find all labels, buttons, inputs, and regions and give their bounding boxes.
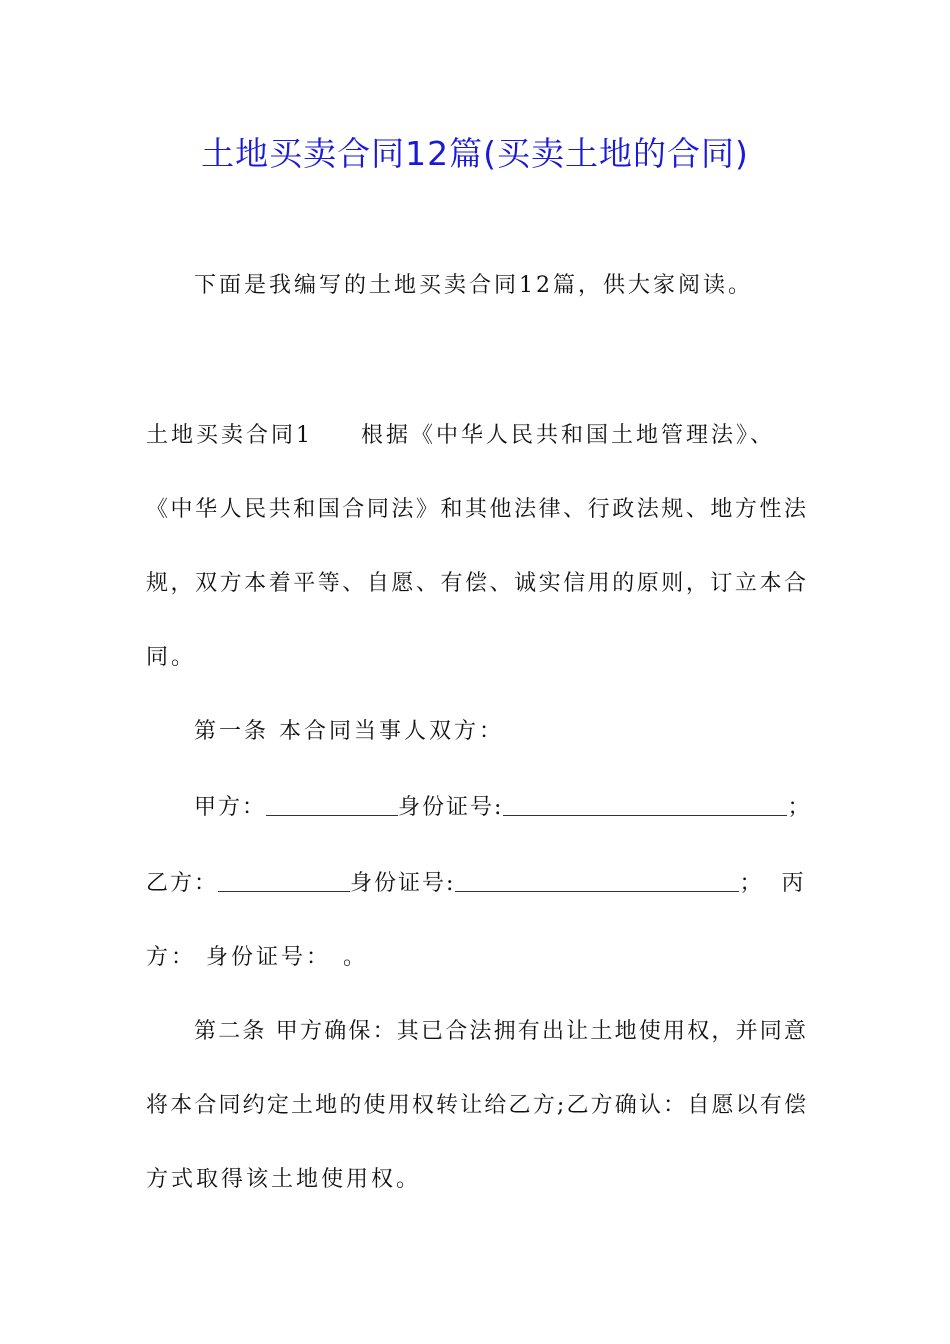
id-label: 身份证号: [398, 795, 504, 820]
article-2-line: 第二条 甲方确保：其已合法拥有出让土地使用权，并同意 [194, 1019, 806, 1044]
party-a-label: 甲方： [194, 795, 267, 820]
paragraph-line: 《中华人民共和国合同法》和其他法律、行政法规、地方性法 [146, 497, 806, 522]
party-c-line [146, 942, 806, 974]
article-2-line: 将本合同约定土地的使用权转让给乙方;乙方确认：自愿以有偿 [146, 1093, 806, 1118]
paragraph-text: 根据《中华人民共和国土地管理法》、 [361, 423, 776, 448]
party-b-name-blank [218, 869, 350, 892]
paragraph-line [146, 420, 806, 452]
party-a-name-blank [266, 793, 398, 816]
party-a-id-blank [503, 793, 787, 816]
paragraph-line: 规，双方本着平等、自愿、有偿、诚实信用的原则，订立本合 [146, 571, 806, 596]
paragraph-line: 同。 [146, 645, 197, 670]
period: 。 [343, 945, 369, 970]
party-a-line [194, 792, 812, 824]
intro-paragraph: 下面是我编写的土地买卖合同12篇，供大家阅读。 [194, 273, 753, 298]
id-label: 身份证号： [206, 945, 332, 970]
semicolon: ； [739, 871, 764, 896]
semicolon: ； [787, 795, 812, 820]
party-b-label: 乙方： [146, 871, 219, 896]
contract-heading: 土地买卖合同1 [146, 423, 313, 448]
party-c-label-start: 丙 [781, 871, 806, 896]
party-b-id-blank [455, 869, 739, 892]
party-b-line [146, 868, 806, 900]
document-title: 土地买卖合同12篇(买卖土地的合同) [201, 134, 749, 173]
id-label: 身份证号: [350, 871, 456, 896]
article-1-heading: 第一条 本合同当事人双方： [194, 719, 504, 744]
party-c-label: 方： [146, 945, 197, 970]
article-2-line: 方式取得该土地使用权。 [146, 1167, 422, 1192]
